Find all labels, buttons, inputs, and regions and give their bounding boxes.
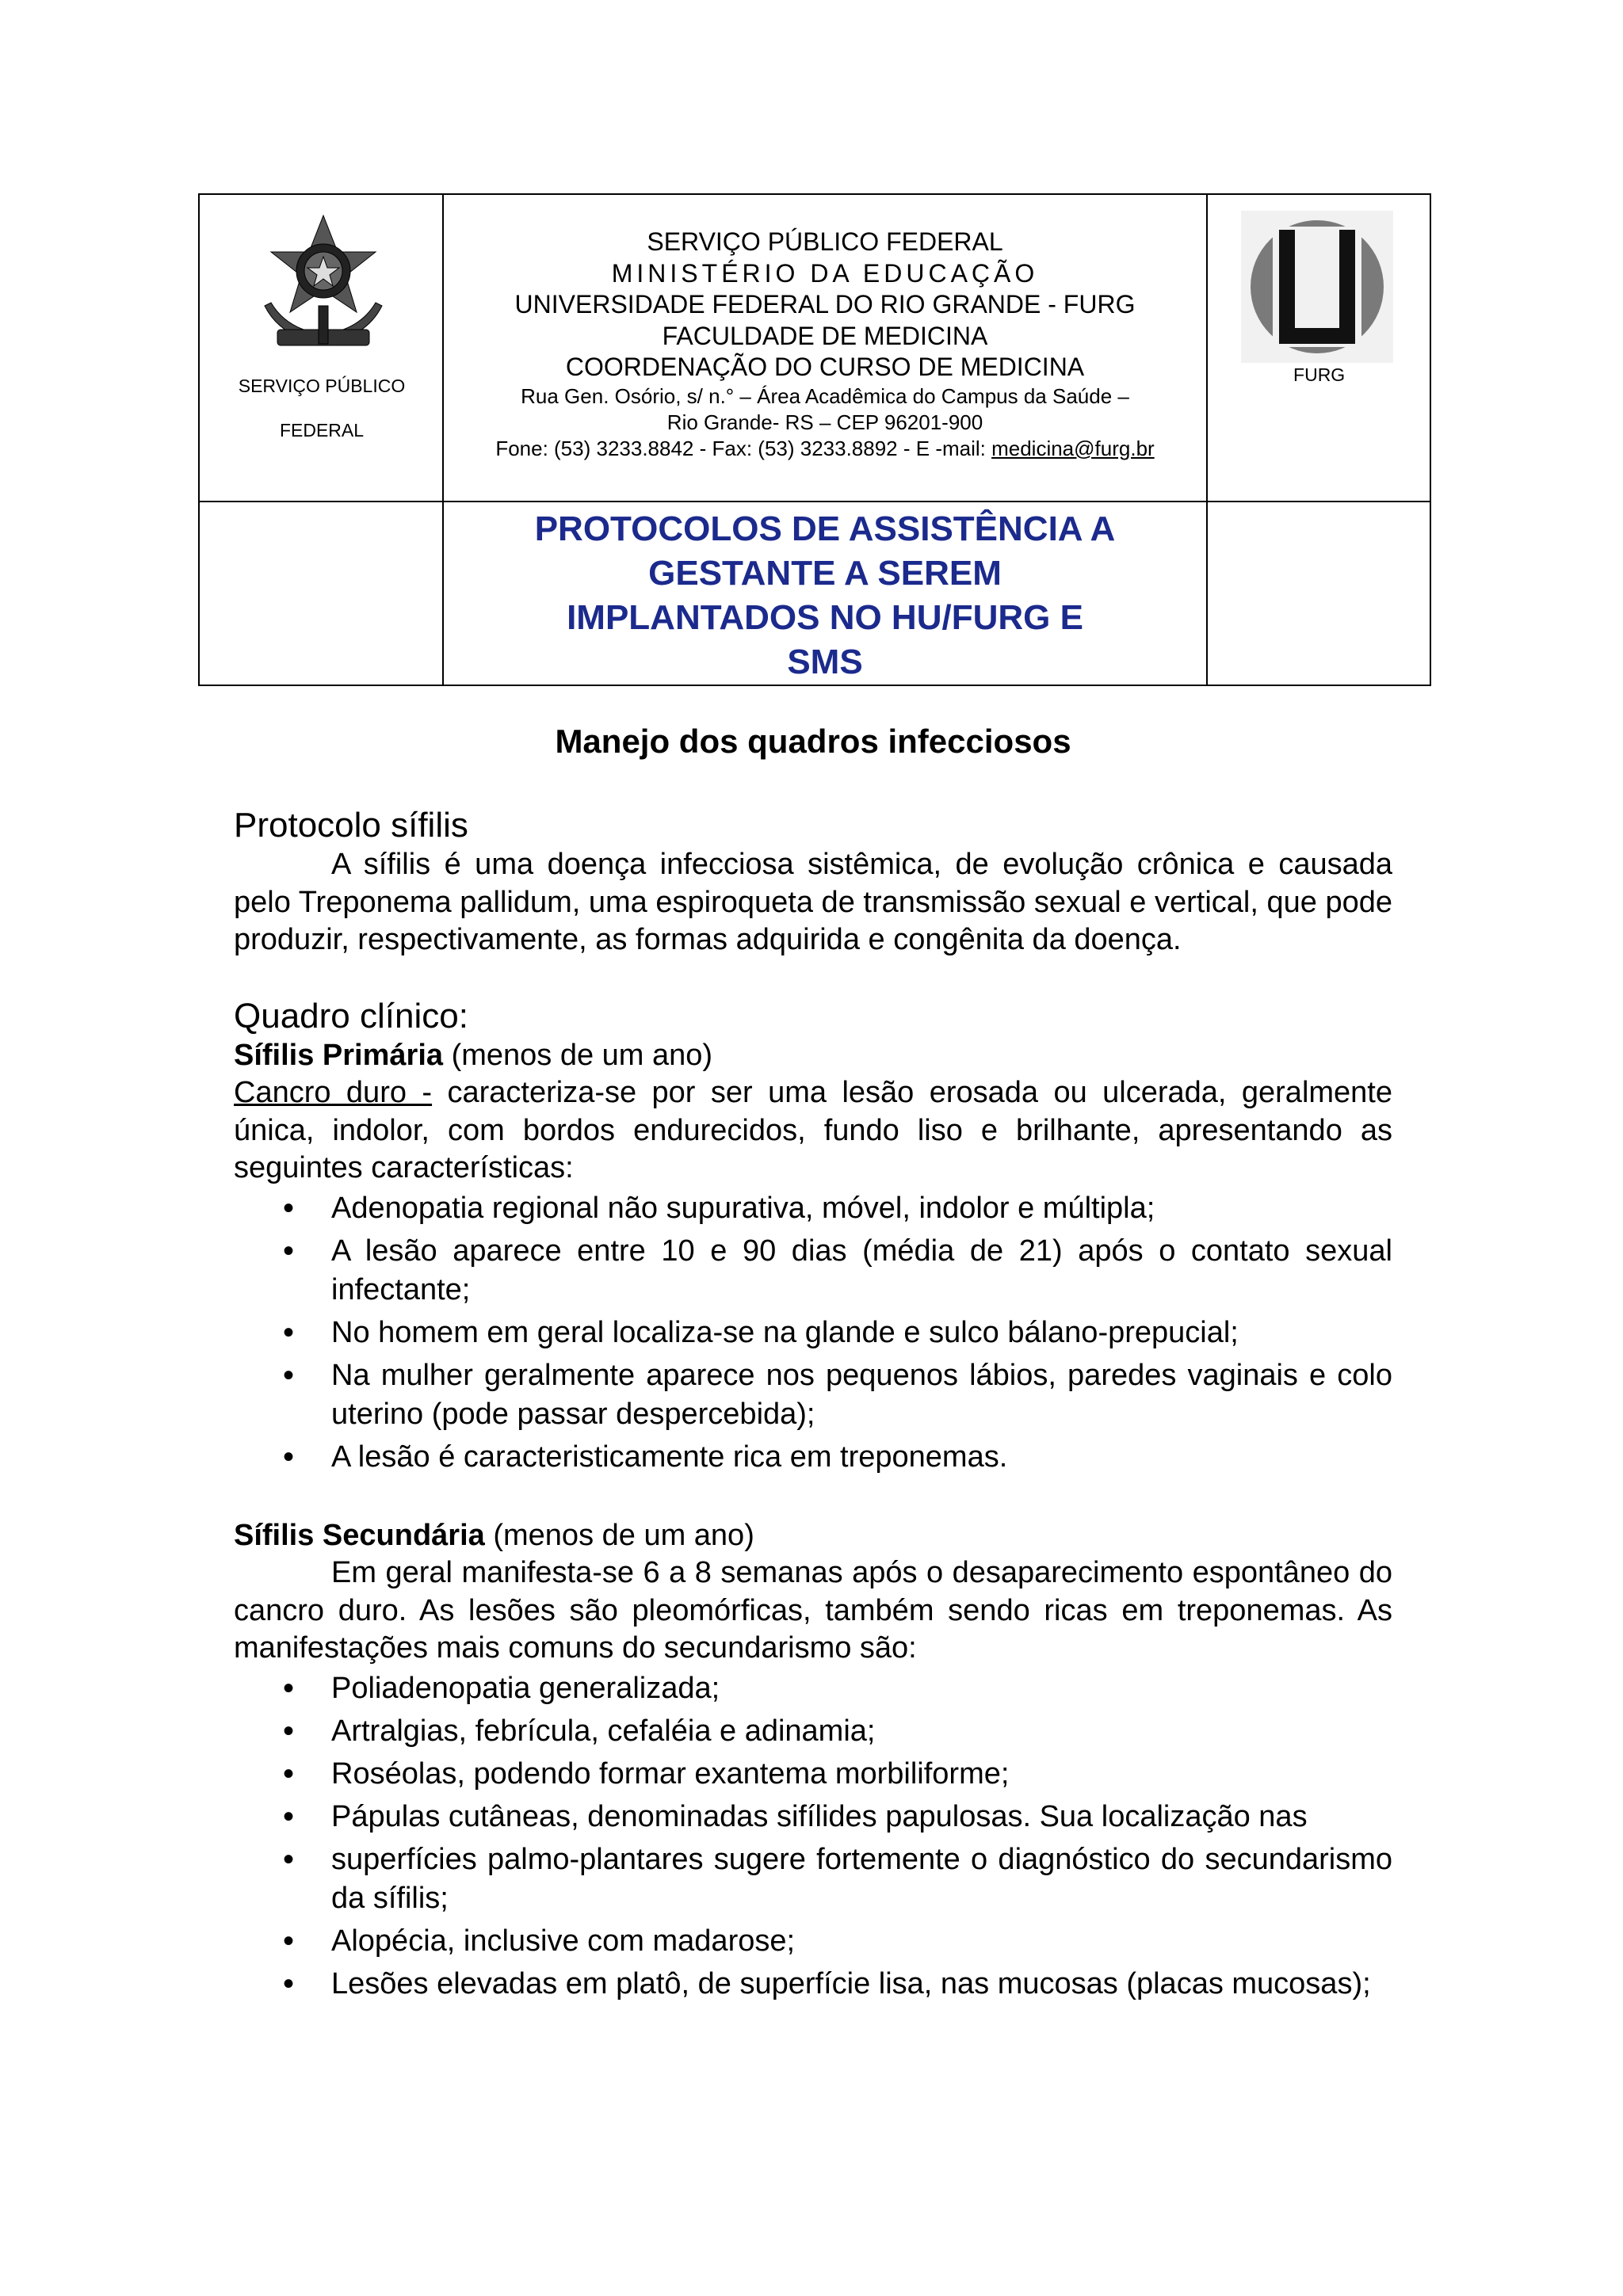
header-line-1: SERVIÇO PÚBLICO FEDERAL [647, 227, 1003, 256]
list-item: • superfícies palmo-plantares sugere fortemente o diagnóstico do secundarismo da sífilis; [234, 1840, 1392, 1918]
list-item: • Alopécia, inclusive com madarose; [234, 1922, 1392, 1961]
protocol-heading: Protocolo sífilis [234, 806, 468, 845]
letterhead-center-cell [443, 194, 1206, 502]
header-line-4: FACULDADE DE MEDICINA [662, 321, 988, 350]
primary-heading [234, 1037, 1392, 1075]
furg-caption: FURG [1293, 364, 1346, 385]
list-item: • Poliadenopatia generalizada; [234, 1669, 1392, 1708]
protocol-title-line-1: PROTOCOLOS DE ASSISTÊNCIA A [534, 509, 1116, 548]
protocol-title-line-3: IMPLANTADOS NO HU/FURG E [567, 598, 1083, 637]
letterhead-empty-right [1207, 502, 1430, 685]
section-title: Manejo dos quadros infecciosos [555, 723, 1071, 760]
primary-lead-text: caracteriza-se por ser uma lesão erosada ou ulcerada, geralmente única, indolor, com bordos endurecidos, fundo liso e brilhante, apresentando as seguintes características: [234, 1076, 1392, 1184]
primary-subtitle: (menos de um ano) [443, 1038, 713, 1072]
list-item: • Lesões elevadas em platô, de superfície lisa, nas mucosas (placas mucosas); [234, 1965, 1392, 2004]
furg-logo-icon [1241, 211, 1393, 363]
list-item: • Adenopatia regional não supurativa, móvel, indolor e múltipla; [234, 1189, 1392, 1228]
letterhead-left-cell [199, 194, 443, 502]
clinical-heading: Quadro clínico: [234, 996, 468, 1035]
spacer [234, 1481, 1392, 1517]
protocol-title-line-4: SMS [787, 643, 863, 681]
email-link[interactable]: medicina@furg.br [991, 436, 1155, 460]
letterhead-table [198, 193, 1431, 686]
list-item: • Na mulher geralmente aparece nos pequenos lábios, paredes vaginais e colo uterino (pode passar despercebida); [234, 1356, 1392, 1434]
contact-prefix: Fone: (53) 3233.8842 - Fax: (53) 3233.8892 - E -mail: [495, 436, 992, 460]
cancro-duro-label: Cancro duro - [234, 1076, 433, 1109]
header-line-3: UNIVERSIDADE FEDERAL DO RIO GRANDE - FURG [514, 290, 1136, 318]
left-caption-line1: SERVIÇO PÚBLICO [238, 376, 406, 396]
protocol-title [444, 502, 1205, 685]
list-item: • Artralgias, febrícula, cefaléia e adinamia; [234, 1712, 1392, 1751]
secondary-bullet-list [234, 1669, 1392, 2004]
list-item: • A lesão é caracteristicamente rica em treponemas. [234, 1438, 1392, 1477]
address-line-2: Rio Grande- RS – CEP 96201-900 [666, 410, 983, 434]
secondary-intro-paragraph: Em geral manifesta-se 6 a 8 semanas após o desaparecimento espontâneo do cancro duro. As lesões são pleomórficas, também sendo ricas em treponemas. As manifestações mais comuns do secundarismo são: [234, 1556, 1392, 1665]
document-body [234, 713, 1392, 2008]
primary-lead-paragraph [234, 1074, 1392, 1188]
left-caption-line2: FEDERAL [279, 420, 365, 441]
secondary-title: Sífilis Secundária [234, 1518, 485, 1552]
header-line-5: COORDENAÇÃO DO CURSO DE MEDICINA [565, 353, 1085, 381]
address-line-1: Rua Gen. Osório, s/ n.° – Área Acadêmica do Campus da Saúde – [521, 383, 1129, 408]
protocol-title-cell [443, 502, 1206, 685]
list-item: • A lesão aparece entre 10 e 90 dias (média de 21) após o contato sexual infectante; [234, 1232, 1392, 1310]
intro-paragraph: A sífilis é uma doença infecciosa sistêmica, de evolução crônica e causada pelo Treponema pallidum, uma espiroqueta de transmissão sexual e vertical, que pode produzir, respectivamente, as formas adquirida e congênita da doença. [234, 848, 1392, 956]
primary-title: Sífilis Primária [234, 1038, 444, 1072]
letterhead-empty-left [199, 502, 443, 685]
coat-of-arms-icon [249, 211, 398, 358]
list-item: • No homem em geral localiza-se na glande e sulco bálano-prepucial; [234, 1314, 1392, 1352]
list-item: • Roséolas, podendo formar exantema morbiliforme; [234, 1755, 1392, 1794]
list-item: • Pápulas cutâneas, denominadas sifílides papulosas. Sua localização nas [234, 1798, 1392, 1836]
secondary-subtitle: (menos de um ano) [484, 1518, 754, 1552]
contact-line [444, 436, 1205, 462]
protocol-title-line-2: GESTANTE A SEREM [648, 554, 1002, 593]
letterhead-right-cell [1207, 194, 1430, 502]
primary-bullet-list [234, 1189, 1392, 1477]
header-line-2: MINISTÉRIO DA EDUCAÇÃO [611, 258, 1039, 288]
secondary-heading [234, 1517, 1392, 1555]
